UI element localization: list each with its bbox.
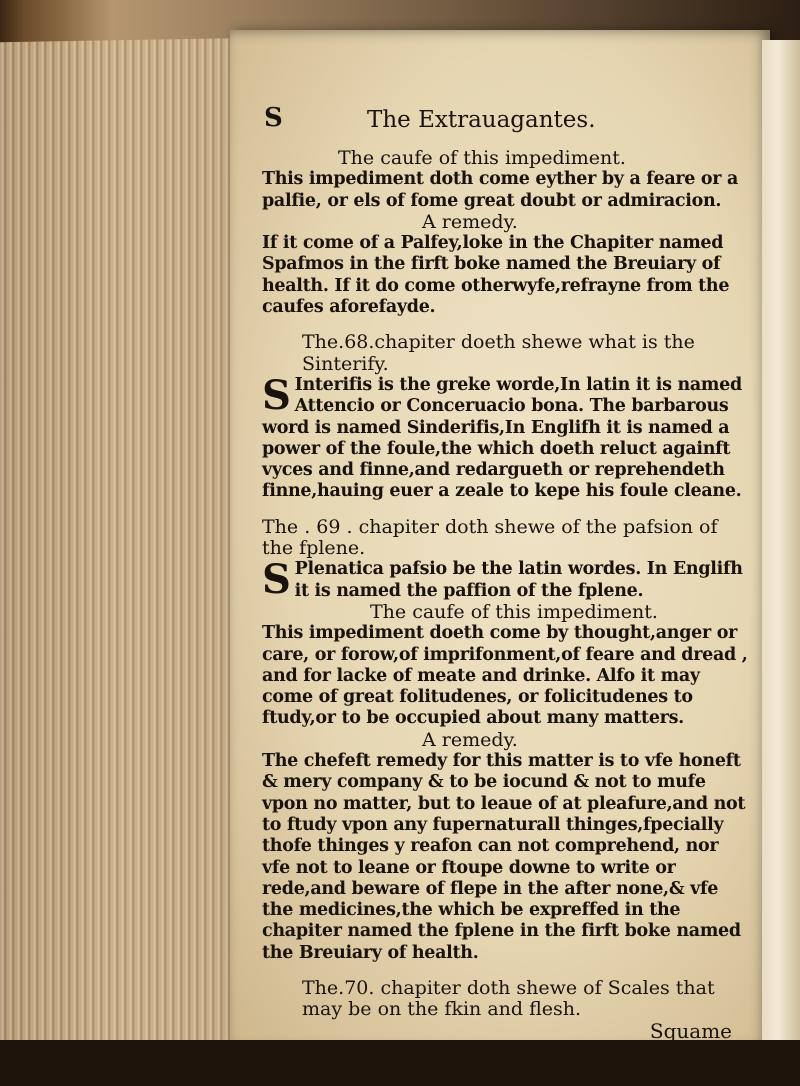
chapter-heading: The . 69 . chapiter doth shewe of the pafsion of the fplene. bbox=[262, 515, 718, 560]
section-heading: The caufe of this impediment. bbox=[338, 147, 626, 169]
paragraph-text: Plenatica pafsio be the latin wordes. In Englifh it is named the paffion of the fplene. bbox=[294, 559, 743, 601]
chapter-heading: The.70. chapiter doth shewe of Scales that bbox=[302, 976, 715, 999]
paragraph: The chefeft remedy for this matter is to vfe honeft & mery company & to be iocund & not to mufe vpon no matter, but to leaue of at pleafure,and not to ftudy vpon any fupernaturall thinges,fpecially thofe thinges y reafon can not comprehend, nor vfe not to leane or ftoupe downe to write or rede,and beware of flepe in the after none,& vfe the medicines,the which be expreffed in the chapiter named the fplene in the firft boke named the Breuiary of health. bbox=[262, 751, 746, 963]
catchword: Squame bbox=[649, 1018, 732, 1043]
paragraph-text: Interifis is the greke worde,In latin it is named Attencio or Conceruacio bona. The barbarous word is named Sinderifis,In Englifh it is named a power of the foule,the which doeth reluct againft vyces and finne,and redargueth or reprehendeth finne,hauing euer a zeale to kepe his foule cleane. bbox=[262, 374, 742, 502]
page-edges-right bbox=[762, 40, 800, 1050]
chapter-heading-cont: may be on the fkin and flesh. bbox=[302, 998, 582, 1021]
paragraph: If it come of a Palfey,loke in the Chapiter named Spafmos in the firft boke named the Breuiary of health. If it do come otherwyfe,refrayne from the caufes aforefayde. bbox=[262, 233, 730, 318]
page-text bbox=[262, 103, 752, 1043]
paragraph: This impediment doth come eyther by a feare or a palfie, or els of fome great doubt or admiracion. bbox=[262, 169, 739, 211]
chapter-heading: The.68.chapiter doeth shewe what is the Sinterify. bbox=[302, 331, 695, 375]
page-edges-left bbox=[0, 38, 260, 1053]
paragraph: This impediment doeth come by thought,anger or care, or forow,of imprifonment,of feare and dread , and for lacke of meate and drinke. Alfo it may come of great folitudenes, or folicitudenes to ftudy,or to be occupied about many matters. bbox=[262, 623, 748, 729]
page-header bbox=[262, 103, 752, 148]
section-heading: The caufe of this impediment. bbox=[370, 600, 658, 623]
signature-mark: S bbox=[264, 103, 283, 133]
paragraph bbox=[262, 371, 752, 503]
initial-s: S bbox=[262, 556, 291, 604]
remedy-heading: A remedy. bbox=[422, 210, 518, 233]
bottom-shadow bbox=[0, 1040, 800, 1086]
paragraph bbox=[262, 556, 752, 604]
initial-s: S bbox=[262, 371, 291, 419]
running-head: The Extrauagantes. bbox=[367, 107, 596, 133]
remedy-heading: A remedy. bbox=[422, 728, 518, 751]
